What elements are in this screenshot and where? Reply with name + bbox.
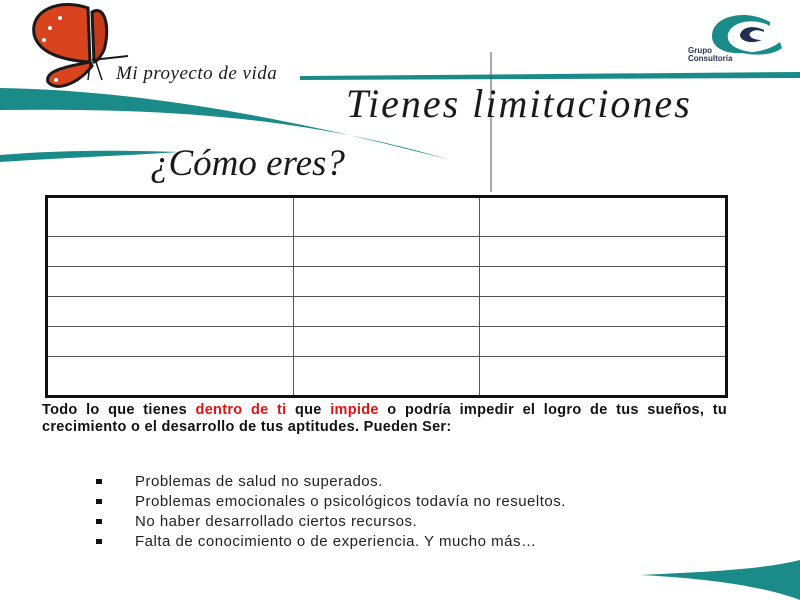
table-cell[interactable]	[479, 267, 726, 297]
list-item-text: Falta de conocimiento o de experiencia. Y mucho más…	[135, 533, 537, 550]
table-cell[interactable]	[294, 327, 479, 357]
list-item-text: Problemas de salud no superados.	[135, 473, 383, 490]
table-cell[interactable]	[479, 297, 726, 327]
blank-table	[45, 195, 728, 398]
list-item	[96, 534, 724, 550]
logo-line1: Grupo	[688, 46, 712, 55]
table-row	[47, 237, 727, 267]
table-cell[interactable]	[47, 237, 294, 267]
table-cell[interactable]	[294, 197, 479, 237]
teal-bar-top-right	[300, 72, 800, 80]
logo-text	[688, 47, 732, 63]
table-row	[47, 357, 727, 397]
question-heading: ¿Cómo eres?	[150, 143, 345, 184]
table-cell[interactable]	[479, 237, 726, 267]
table-cell[interactable]	[47, 267, 294, 297]
table-cell[interactable]	[294, 297, 479, 327]
table-cell[interactable]	[47, 357, 294, 397]
list-item-text: No haber desarrollado ciertos recursos.	[135, 513, 418, 530]
teal-swoosh-bottom	[640, 560, 800, 600]
bullet-icon	[96, 519, 102, 524]
table-row	[47, 327, 727, 357]
header-subtitle: Mi proyecto de vida	[116, 63, 278, 84]
bullet-icon	[96, 539, 102, 544]
list-item	[96, 474, 724, 490]
table-cell[interactable]	[47, 297, 294, 327]
table-cell[interactable]	[294, 357, 479, 397]
bullet-icon	[96, 499, 102, 504]
table-cell[interactable]	[479, 197, 726, 237]
table-cell[interactable]	[294, 237, 479, 267]
intro-highlight-1: dentro de ti	[195, 402, 287, 418]
list-item-text: Problemas emocionales o psicológicos todavía no resueltos.	[135, 493, 566, 510]
page-title: Tienes limitaciones	[346, 81, 692, 126]
intro-highlight-2: impide	[330, 402, 379, 418]
butterfly-icon	[34, 4, 128, 86]
bullet-icon	[96, 479, 102, 484]
table-cell[interactable]	[47, 327, 294, 357]
logo-line2: Consultoría	[688, 54, 733, 63]
table-cell[interactable]	[479, 357, 726, 397]
table-row	[47, 297, 727, 327]
table-cell[interactable]	[47, 197, 294, 237]
table-row	[47, 267, 727, 297]
list-item	[96, 514, 724, 530]
intro-paragraph	[42, 402, 727, 436]
intro-part3: o podría impedir el logro de tus sueños, tu crecimiento o el desarrollo de tus aptitudes. Pueden Ser:	[42, 402, 727, 435]
intro-part1: Todo lo que tienes	[42, 402, 196, 418]
limitations-list	[96, 474, 724, 554]
table-row	[47, 197, 727, 237]
table-cell[interactable]	[294, 267, 479, 297]
intro-part2: que	[286, 402, 331, 418]
list-item	[96, 494, 724, 510]
table-cell[interactable]	[479, 327, 726, 357]
